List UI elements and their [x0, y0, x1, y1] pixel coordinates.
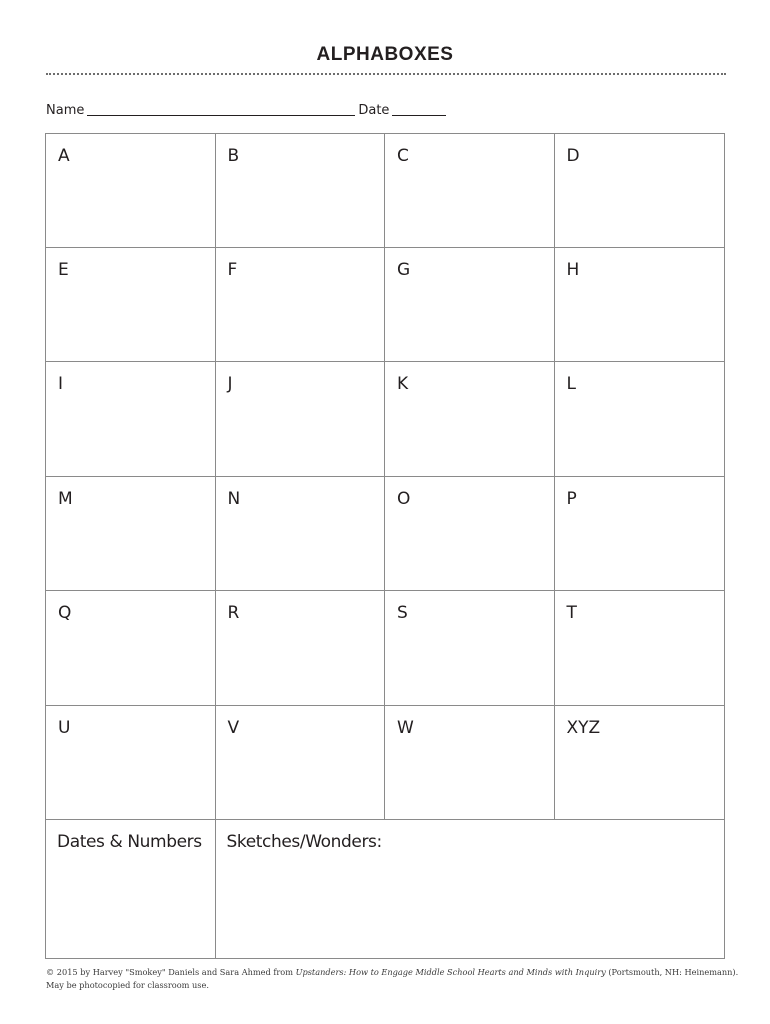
- grid-row: [46, 591, 724, 706]
- date-label: Date: [358, 103, 390, 118]
- grid-row: [46, 248, 724, 362]
- footer-prefix: © 2015 by Harvey "Smokey" Daniels and Sara Ahmed from: [46, 967, 296, 977]
- copyright-footer: [46, 966, 746, 992]
- box-letter: E: [58, 260, 69, 280]
- alphabox-cell[interactable]: [555, 134, 725, 248]
- alphabox-cell[interactable]: [385, 134, 555, 248]
- alphabox-cell[interactable]: [555, 362, 725, 477]
- box-letter: M: [58, 489, 73, 509]
- footer-book-title: Upstanders: How to Engage Middle School Hearts and Minds with Inquiry: [295, 967, 606, 977]
- grid-row: [46, 362, 724, 477]
- box-letter: F: [227, 260, 238, 280]
- alphabox-cell[interactable]: [46, 706, 216, 820]
- alphabox-cell[interactable]: [216, 248, 386, 362]
- alphabox-cell[interactable]: [46, 362, 216, 477]
- box-letter: U: [58, 718, 71, 738]
- date-field[interactable]: [392, 101, 446, 116]
- dates-numbers-box[interactable]: [46, 820, 216, 958]
- box-letter: L: [566, 374, 576, 394]
- grid-row: [46, 706, 724, 820]
- grid-bottom-row: [46, 820, 724, 958]
- alphabox-cell[interactable]: [385, 477, 555, 591]
- alphabox-cell[interactable]: [555, 591, 725, 706]
- box-letter: XYZ: [566, 718, 601, 738]
- footer-line-1: [46, 966, 746, 979]
- alphabox-cell[interactable]: [46, 248, 216, 362]
- alphabox-cell[interactable]: [216, 477, 386, 591]
- alphabox-grid: [45, 133, 725, 959]
- box-letter: D: [566, 146, 580, 166]
- box-letter: K: [397, 374, 409, 394]
- alphabox-cell[interactable]: [216, 591, 386, 706]
- box-letter: W: [397, 718, 414, 738]
- alphabox-cell[interactable]: [216, 362, 386, 477]
- footer-line-2: May be photocopied for classroom use.: [46, 980, 209, 990]
- grid-row: [46, 134, 724, 248]
- box-letter: P: [566, 489, 577, 509]
- alphabox-cell[interactable]: [385, 248, 555, 362]
- box-letter: Q: [58, 603, 72, 623]
- box-letter: C: [397, 146, 409, 166]
- alphabox-cell[interactable]: [46, 591, 216, 706]
- dotted-divider: [46, 73, 726, 75]
- box-letter: H: [566, 260, 580, 280]
- alphabox-cell[interactable]: [216, 706, 386, 820]
- name-date-line: [46, 98, 449, 118]
- sketches-wonders-box[interactable]: [216, 820, 725, 958]
- grid-row: [46, 477, 724, 591]
- box-letter: G: [397, 260, 411, 280]
- box-letter: B: [227, 146, 240, 166]
- name-field[interactable]: [87, 101, 355, 116]
- box-letter: I: [58, 374, 64, 394]
- alphabox-cell[interactable]: [555, 706, 725, 820]
- box-letter: R: [227, 603, 240, 623]
- footer-suffix: (Portsmouth, NH: Heinemann).: [605, 967, 739, 977]
- dates-numbers-label: Dates & Numbers: [57, 832, 202, 852]
- name-label: Name: [46, 103, 85, 118]
- box-letter: O: [397, 489, 411, 509]
- box-letter: N: [227, 489, 241, 509]
- alphabox-cell[interactable]: [555, 477, 725, 591]
- alphabox-cell[interactable]: [385, 362, 555, 477]
- sketches-wonders-label: Sketches/Wonders:: [226, 832, 382, 852]
- page-title: ALPHABOXES: [316, 44, 454, 65]
- box-letter: S: [397, 603, 408, 623]
- box-letter: A: [58, 146, 70, 166]
- alphabox-cell[interactable]: [46, 134, 216, 248]
- alphabox-cell[interactable]: [46, 477, 216, 591]
- box-letter: T: [566, 603, 577, 623]
- alphabox-cell[interactable]: [385, 706, 555, 820]
- alphabox-cell[interactable]: [385, 591, 555, 706]
- box-letter: J: [227, 374, 233, 394]
- alphabox-cell[interactable]: [216, 134, 386, 248]
- box-letter: V: [227, 718, 240, 738]
- alphabox-cell[interactable]: [555, 248, 725, 362]
